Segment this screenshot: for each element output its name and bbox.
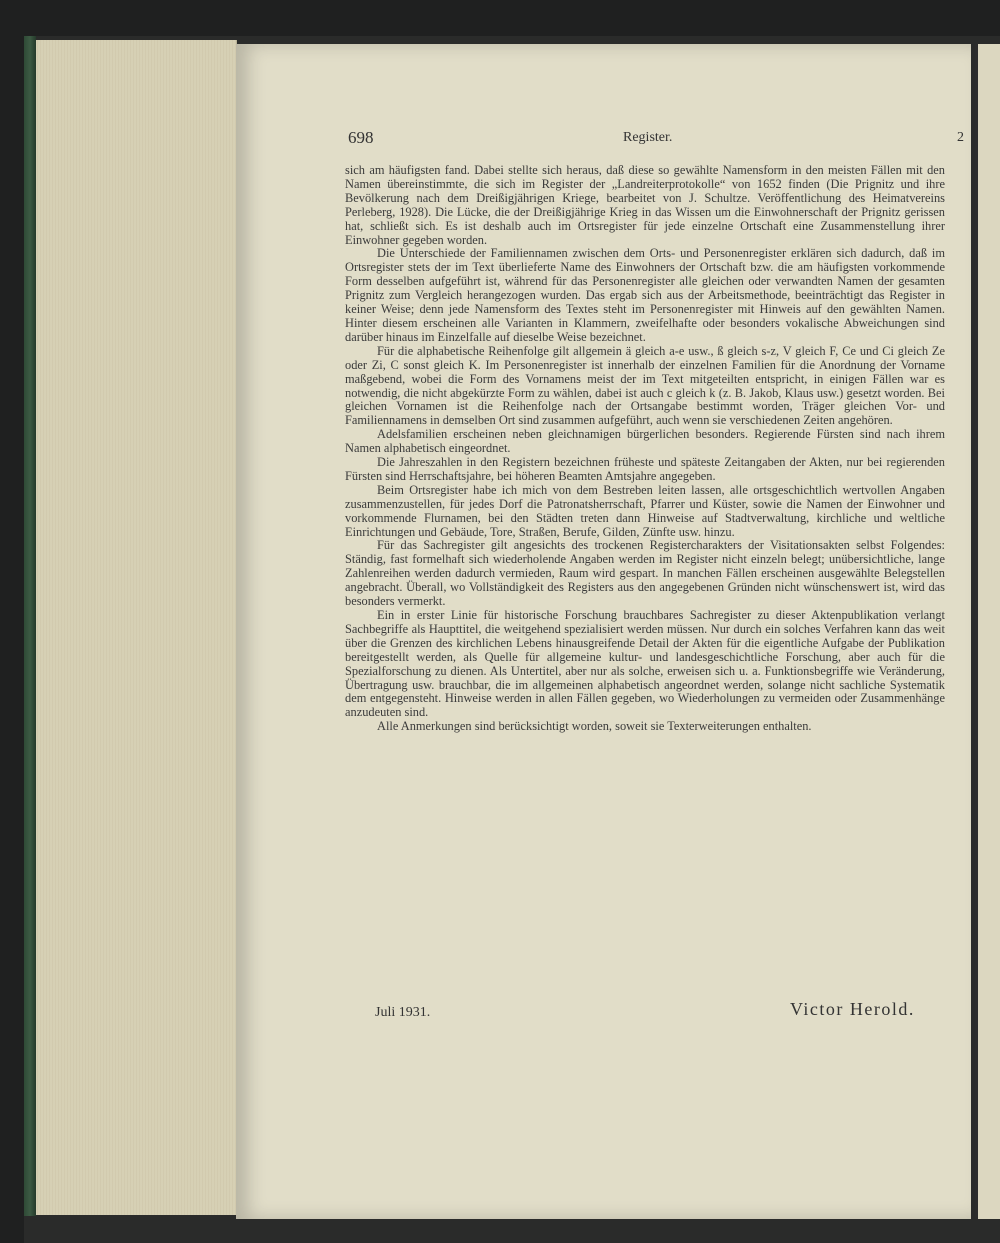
page-footer	[375, 999, 925, 1027]
paragraph: Die Unterschiede der Familiennamen zwischen dem Orts- und Personenregister erklären sich dadurch, daß im Ortsregister stets der im Text überlieferte Name des Einwohners der Ortschaft bzw. die am häufigsten vorkommende Form desselben aufgeführt ist, während für das Personenregister alle gleichen oder verwandten Namen der gesamten Prignitz zum Vergleich herangezogen wurden. Das ergab sich aus der Arbeitsmethode, beeinträchtigt das Register in keiner Weise; denn jede Namensform des Textes steht im Personenregister mit Hinweis auf den gewählten Namen. Hinter diesem erscheinen alle Varianten in Klammern, zweifelhafte oder besonders vokalische Abweichungen sind darüber hinaus im Einzelfalle auf dieselbe Weise bezeichnet.	[345, 246, 945, 344]
paragraph: Für das Sachregister gilt angesichts des trockenen Registercharakters der Visitationsakten selbst Folgendes: Ständig, fast formelhaft sich wiederholende Angaben werden im Register nicht einzeln belegt; unübersichtliche, lange Zahlenreihen werden dadurch vermieden, Raum wird gespart. In manchen Fällen erscheinen ausgewählte Belegstellen angebracht. Überall, wo Vollständigkeit des Registers aus den angegebenen Gründen nicht wünschenswert ist, wird das besonders vermerkt.	[345, 538, 945, 609]
page-edges	[36, 40, 237, 1215]
paragraph: Adelsfamilien erscheinen neben gleichnamigen bürgerlichen besonders. Regierende Fürsten sind nach ihrem Namen alphabetisch eingeordnet.	[345, 427, 945, 456]
paragraph: Ein in erster Linie für historische Forschung brauchbares Sachregister zu dieser Aktenpublikation verlangt Sachbegriffe als Haupttitel, die weitgehend spezialisiert werden müssen. Nur durch ein solches Verfahren kann das weit über die Grenzen des kirchlichen Lebens hinausgreifende Detail der Akten für die eigentliche Aufgabe der Publikation bereitgestellt werden, als Quelle für allgemeine kultur- und landesgeschichtliche Forschung, aber auch für die Spezialforschung zu dienen. Als Untertitel, aber nur als solche, erweisen sich u. a. Funktionsbegriffe wie Veränderung, Übertragung usw. brauchbar, die im allgemeinen alphabetisch angeordnet werden, solange nicht sachliche Systematik dem entgegensteht. Hinweise werden in allen Fällen gegeben, wo Wiederholungen zu vermeiden oder Zusammenhänge anzudeuten sind.	[345, 608, 945, 720]
paragraph: Alle Anmerkungen sind berücksichtigt worden, soweit sie Texterweiterungen enthalten.	[377, 719, 812, 734]
paragraph: Für die alphabetische Reihenfolge gilt allgemein ä gleich a-e usw., ß gleich s-z, V gleich F, Ce und Ci gleich Ze oder Zi, C sonst gleich K. Im Personenregister ist innerhalb der einzelnen Familien für die Anordnung der Vorname maßgebend, wobei die Form des Vornamens meist der im Text mitgeteilten entspricht, in einigen Fällen war es notwendig, die nicht abgekürzte Form zu wählen, dabei ist auch c gleich k (z. B. Jakob, Klaus usw.) gesetzt worden. Bei gleichen Vornamen ist die Reihenfolge nach der Ortsangabe bestimmt worden, Träger gleichen Vor- und Familiennamens in demselben Ort sind zusammen aufgeführt, auch wenn sie verschiedenen Zeiten angehören.	[345, 343, 945, 428]
paragraph: Die Jahreszahlen in den Registern bezeichnen früheste und späteste Zeitangaben der Akten, nur bei regierenden Fürsten sind Herrschaftsjahre, bei höheren Beamten Amtsjahre angegeben.	[345, 455, 945, 483]
next-page-number: 2	[957, 130, 964, 145]
running-title: Register.	[623, 130, 673, 145]
next-page-edge	[975, 44, 1000, 1219]
body-text	[345, 164, 945, 734]
author-signature: Victor Herold.	[790, 999, 915, 1019]
book-spine	[24, 36, 36, 1216]
page-header	[348, 128, 950, 150]
date-line: Juli 1931.	[375, 1005, 431, 1020]
paragraph: Beim Ortsregister habe ich mich von dem Bestreben leiten lassen, alle ortsgeschichtlich wertvollen Angaben zusammenzustellen, für jedes Dorf die Patronatsherrschaft, Pfarrer und Küster, sowie die Namen der Einwohner und vorkommende Flurnamen, bei den Städten treten dann Hinweise auf Stadtverwaltung, kirchliche und weltliche Einrichtungen und Gebäude, Tore, Straßen, Berufe, Gilden, Zünfte usw. hinzu.	[345, 482, 945, 539]
page-number: 698	[348, 128, 374, 147]
paragraph: sich am häufigsten fand. Dabei stellte sich heraus, daß diese so gewählte Namensform in den meisten Fällen mit den Namen übereinstimmte, die sich im Register der „Landreiterprotokolle“ von 1652 finden (Die Prignitz und ihre Bevölkerung nach dem Dreißigjährigen Kriege, bearbeitet von J. Schultze. Veröffentlichung des Heimatvereins Perleberg, 1928). Die Lücke, die der Dreißigjährige Krieg in das Wissen um die Einwohnerschaft der Prignitz gerissen hat, schließt sich. Es ist deshalb auch im Ortsregister für jede einzelne Ortschaft eine Zusammenstellung ihrer Einwohner gegeben worden.	[345, 163, 945, 247]
